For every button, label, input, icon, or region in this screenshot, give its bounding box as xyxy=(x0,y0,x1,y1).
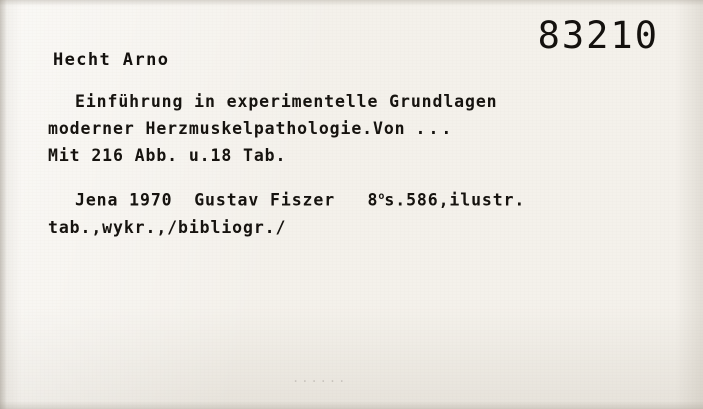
imprint-extent: s.586,ilustr. xyxy=(384,190,526,210)
imprint-statement xyxy=(48,183,698,241)
title-line-1: Einführung in experimentelle Grundlagen xyxy=(75,92,498,111)
imprint-format-superscript: o xyxy=(378,191,385,202)
title-ellipsis: ... xyxy=(415,119,455,138)
imprint-line-1 xyxy=(48,183,698,214)
imprint-publisher: Gustav Fiszer xyxy=(194,190,336,210)
faint-stamp: ...... xyxy=(292,371,348,385)
imprint-format: 8 xyxy=(367,190,379,210)
title-line-2: moderner Herzmuskelpathologie.Von xyxy=(48,119,406,138)
author-heading: Hecht Arno xyxy=(53,50,170,70)
title-statement xyxy=(48,88,688,169)
card-edge-shadow-bottom xyxy=(0,401,703,409)
card-edge-shadow-left xyxy=(0,0,7,409)
call-number: 83210 xyxy=(537,14,659,57)
imprint-place-year: Jena 1970 xyxy=(75,190,173,210)
title-line-2-wrap xyxy=(48,115,688,142)
title-line-3: Mit 216 Abb. u.18 Tab. xyxy=(48,146,287,165)
card-edge-shadow-top xyxy=(0,0,703,6)
imprint-line-2: tab.,wykr.,/bibliogr./ xyxy=(48,217,287,237)
